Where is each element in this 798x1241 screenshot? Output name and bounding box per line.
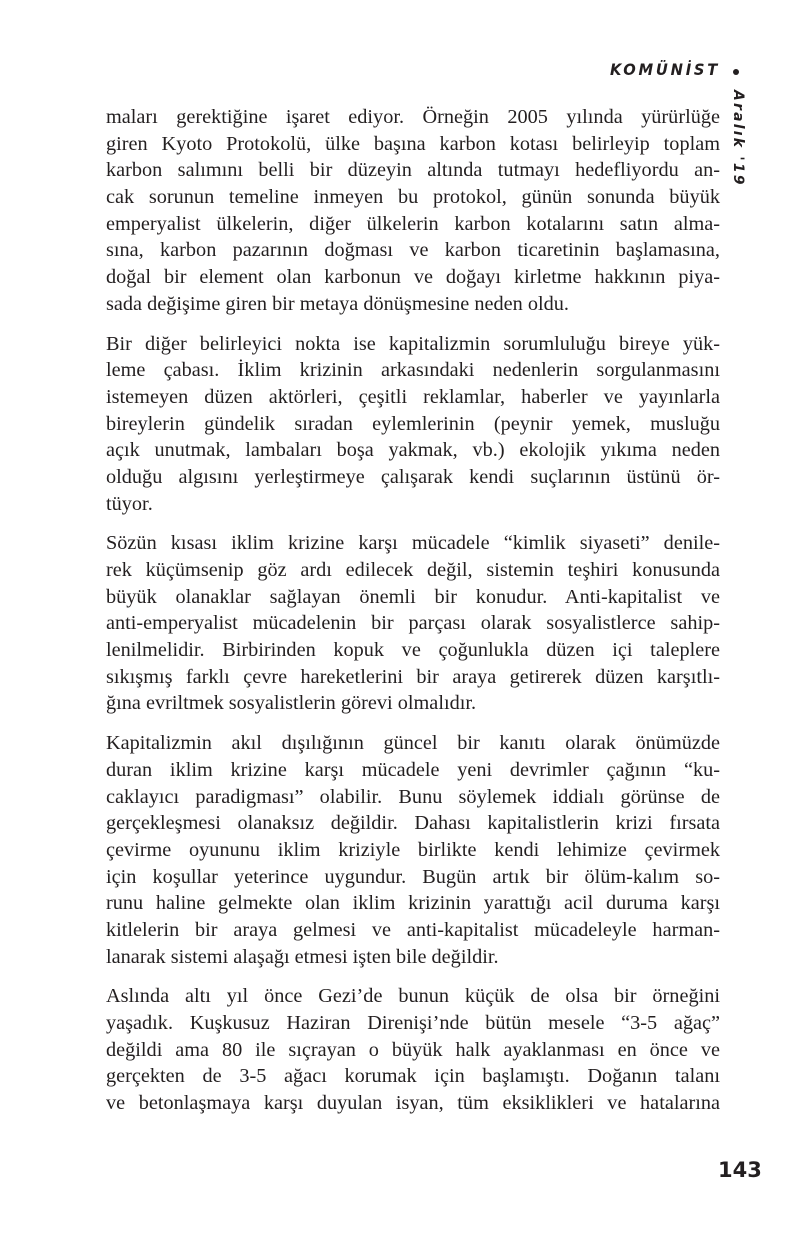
text-line: runu haline gelmekte olan iklim krizinin yarattığı acil duruma karşı [106,892,720,915]
text-line: caklayıcı paradigması” olabilir. Bunu söylemek iddialı görünse de [106,785,720,808]
paragraph [106,983,720,1116]
text-line: olduğu algısını yerleştirmeye çalışarak kendi suçlarının üstünü ör- [106,465,720,488]
text-line: gerçekleşmesi olanaksız değildir. Dahası kapitalistlerin krizi fırsata [106,812,720,835]
text-line: duran iklim krizine karşı mücadele yeni devrimler çağının “ku- [106,758,720,781]
text-line: açık unutmak, lambaları boşa yakmak, vb.) ekolojik yıkıma neden [106,439,720,462]
text-line: istemeyen düzen aktörleri, çeşitli reklamlar, haberler ve yayınlarla [106,385,720,408]
text-line: sada değişime giren bir metaya dönüşmesine neden oldu. [106,292,569,315]
text-line: yaşadık. Kuşkusuz Haziran Direnişi’nde bütün mesele “3-5 ağaç” [106,1012,720,1034]
text-line: Sözün kısası iklim krizine karşı mücadele “kimlik siyaseti” denile- [106,532,720,555]
text-line: lenilmelidir. Birbirinden kopuk ve çoğunlukla düzen içi taleplere [106,639,720,662]
paragraph [106,530,720,717]
text-line: leme çabası. İklim krizinin arkasındaki nedenlerin sorgulanmasını [106,359,720,382]
text-line: maları gerektiğine işaret ediyor. Örneğin 2005 yılında yürürlüğe [106,106,720,128]
text-line: gerçekten de 3-5 ağacı korumak için başlamıştı. Doğanın talanı [106,1065,720,1088]
text-line: karbon salımını belli bir düzeyin altında tutmayı hedefliyordu an- [106,159,720,182]
text-line: sına, karbon pazarının doğması ve karbon ticaretinin başlamasına, [106,239,720,262]
text-line: emperyalist ülkelerin, diğer ülkelerin karbon kotalarını satın alma- [106,212,720,235]
text-line: büyük olanaklar sağlayan önemli bir konudur. Anti-kapitalist ve [106,585,720,608]
magazine-title: KOMÜNİST [610,60,721,79]
article-body [106,104,720,1130]
text-line: doğal bir element olan karbonun ve doğayı kirletme hakkının piya- [106,266,720,289]
text-line: değildi ama 80 ile sıçrayan o büyük halk ayaklanması en önce ve [106,1038,720,1061]
text-line: tüyor. [106,492,153,515]
paragraph [106,104,720,318]
text-line: rek küçümsenip göz ardı edilecek değil, sistemin teşhiri konusunda [106,559,720,581]
text-line: anti-emperyalist mücadelenin bir parçası olarak sosyalistlerce sahip- [106,612,720,635]
issue-date: Aralık '19 [730,90,746,187]
text-line: Bir diğer belirleyici nokta ise kapitalizmin sorumluluğu bireye yük- [106,332,720,355]
paragraph [106,730,720,970]
text-line: lanarak sistemi alaşağı etmesi işten bile değildir. [106,945,499,968]
text-line: kitlelerin bir araya gelmesi ve anti-kapitalist mücadeleyle harman- [106,918,720,941]
text-line: giren Kyoto Protokolü, ülke başına karbon kotası belirleyip toplam [106,132,720,155]
page-number: 143 [718,1158,762,1182]
text-line: Kapitalizmin akıl dışılığının güncel bir kanıtı olarak önümüzde [106,732,720,755]
text-line: ğına evriltmek sosyalistlerin görevi olmalıdır. [106,692,477,715]
text-line: çevirme oyununu iklim kriziyle birlikte kendi lehimize çevirmek [106,838,720,861]
text-line: ve betonlaşmaya karşı duyulan isyan, tüm eksiklikleri ve hatalarına [106,1092,720,1115]
paragraph [106,331,720,518]
text-line: için koşullar yeterince uygundur. Bugün artık bir ölüm-kalım so- [106,865,720,888]
bullet-dot-icon [733,69,739,75]
text-line: sıkışmış farklı çevre hareketlerini bir araya getirerek düzen karşıtlı- [106,665,720,688]
text-line: bireylerin gündelik sıradan eylemlerinin (peynir yemek, musluğu [106,412,720,435]
text-line: cak sorunun temeline inmeyen bu protokol, günün sonunda büyük [106,186,720,209]
text-line: Aslında altı yıl önce Gezi’de bunun küçük de olsa bir örneğini [106,985,720,1008]
